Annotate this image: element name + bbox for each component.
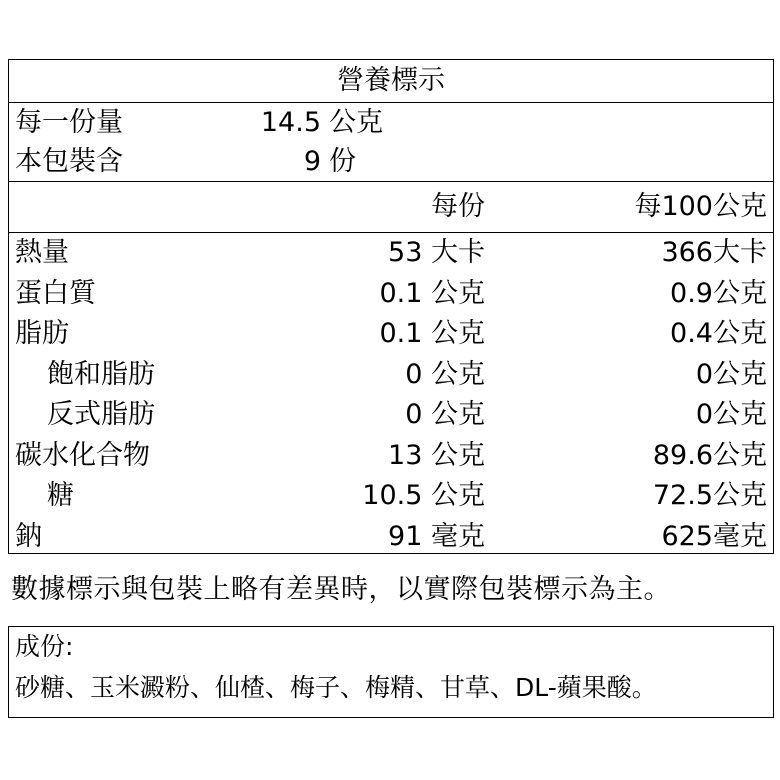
nutrient-per-serving: 13 公克	[388, 439, 485, 471]
nutrient-label: 反式脂肪	[47, 399, 155, 430]
serving-size-label: 每一份量	[15, 107, 123, 138]
column-header-per-serving: 每份	[431, 191, 485, 222]
nutrient-per-serving: 53 大卡	[388, 237, 485, 268]
serving-info	[9, 103, 773, 182]
nutrition-title: 營養標示	[9, 60, 773, 103]
ingredients-title: 成份:	[15, 632, 74, 661]
nutrient-per-serving: 10.5 公克	[362, 480, 485, 511]
nutrient-per-serving: 0.1 公克	[379, 318, 485, 349]
nutrient-per-serving: 91 毫克	[388, 520, 485, 552]
nutrient-row	[9, 233, 773, 274]
nutrient-per-serving: 0.1 公克	[379, 277, 485, 309]
nutrient-label: 熱量	[15, 237, 69, 268]
servings-per-package-row	[9, 142, 773, 181]
servings-label: 本包裝含	[15, 146, 123, 177]
nutrient-label: 脂肪	[15, 318, 69, 349]
nutrient-per-100g: 625毫克	[661, 520, 767, 552]
nutrient-per-100g: 366大卡	[661, 237, 767, 268]
nutrient-per-serving: 0 公克	[405, 358, 485, 390]
ingredients-list: 砂糖、玉米澱粉、仙楂、梅子、梅精、甘草、DL-蘋果酸。	[15, 673, 657, 702]
servings-value: 9	[303, 146, 321, 177]
nutrient-rows	[9, 233, 773, 557]
nutrient-label: 蛋白質	[15, 277, 96, 309]
column-header-row	[9, 182, 773, 233]
serving-size-value: 14.5	[260, 107, 321, 138]
nutrient-row	[9, 517, 773, 558]
serving-size-row	[9, 103, 773, 142]
nutrient-label: 碳水化合物	[15, 439, 150, 471]
nutrition-facts-table	[8, 59, 774, 554]
disclaimer-note: 數據標示與包裝上略有差異時，以實際包裝標示為主。	[11, 574, 671, 605]
ingredients-box	[8, 626, 774, 718]
nutrient-per-serving: 0 公克	[405, 399, 485, 430]
nutrient-per-100g: 0.4公克	[670, 318, 767, 349]
nutrient-per-100g: 89.6公克	[652, 439, 767, 471]
nutrient-row	[9, 274, 773, 315]
nutrient-per-100g: 0.9公克	[670, 277, 767, 309]
servings-unit: 份	[329, 146, 356, 177]
nutrient-row	[9, 314, 773, 355]
nutrient-label: 糖	[47, 480, 74, 511]
nutrient-row	[9, 395, 773, 436]
nutrient-row	[9, 436, 773, 477]
nutrient-row	[9, 355, 773, 396]
nutrient-per-100g: 0公克	[695, 399, 767, 430]
nutrient-per-100g: 72.5公克	[652, 480, 767, 511]
nutrient-label: 鈉	[15, 520, 42, 552]
column-header-per-100g: 每100公克	[634, 191, 767, 222]
nutrient-label: 飽和脂肪	[47, 358, 155, 390]
nutrient-row	[9, 476, 773, 517]
serving-size-unit: 公克	[329, 107, 383, 138]
nutrient-per-100g: 0公克	[695, 358, 767, 390]
